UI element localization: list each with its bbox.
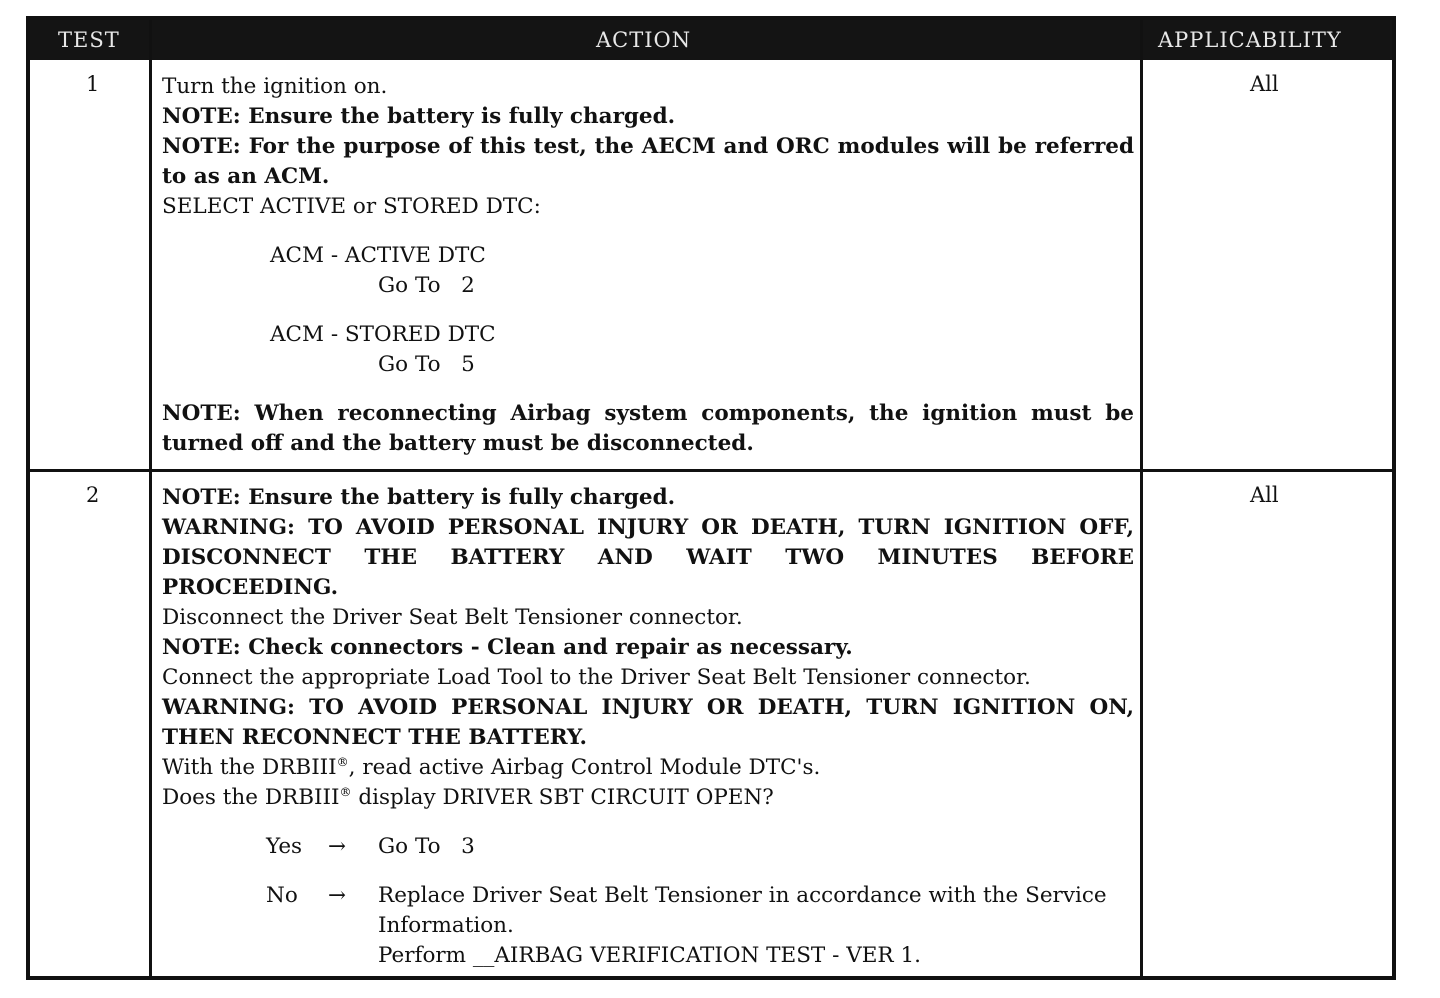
goto-text: Go To 2: [378, 273, 475, 298]
applicability-value: All: [1250, 483, 1279, 507]
registered-mark: ®: [339, 784, 352, 799]
action-cell: [162, 72, 1134, 459]
test-number: 2: [86, 483, 100, 507]
action-text: With the DRBIII®, read active Airbag Control Module DTC's.: [162, 754, 821, 780]
option-label: ACM - ACTIVE DTC: [270, 243, 486, 268]
note-text: NOTE: When reconnecting Airbag system components, the ignition must be turned off and the battery must be disconnected.: [162, 401, 1134, 456]
header-action: ACTION: [596, 28, 692, 52]
action-text: Disconnect the Driver Seat Belt Tensioner connector.: [162, 605, 743, 630]
arrow-icon: →: [328, 883, 347, 908]
registered-mark: ®: [336, 754, 349, 769]
diagnostic-table: [26, 16, 1396, 980]
action-text: Turn the ignition on.: [162, 74, 388, 99]
verification-instruction: Perform __AIRBAG VERIFICATION TEST - VER 1.: [378, 943, 921, 968]
option-label: ACM - STORED DTC: [270, 322, 496, 347]
note-text: NOTE: Ensure the battery is fully charged.: [162, 104, 676, 129]
action-cell: [162, 483, 1134, 971]
row-divider: [30, 469, 1392, 472]
note-text: NOTE: Ensure the battery is fully charged.: [162, 485, 676, 510]
applicability-value: All: [1250, 72, 1279, 96]
yes-branch: [162, 832, 1134, 862]
goto-text: Go To 3: [378, 834, 475, 859]
header-test: TEST: [58, 28, 120, 52]
no-branch: [162, 881, 1134, 971]
question-text: Does the DRBIII® display DRIVER SBT CIRCUIT OPEN?: [162, 784, 774, 810]
note-text: NOTE: Check connectors - Clean and repair as necessary.: [162, 635, 853, 660]
yes-label: Yes: [266, 834, 303, 859]
table-header: [30, 20, 1392, 60]
action-text: Connect the appropriate Load Tool to the Driver Seat Belt Tensioner connector.: [162, 665, 1031, 690]
warning-text: WARNING: TO AVOID PERSONAL INJURY OR DEATH, TURN IGNITION OFF, DISCONNECT THE BATTERY AND WAIT TWO MINUTES BEFORE PROCEEDING.: [162, 515, 1134, 600]
arrow-icon: →: [328, 834, 347, 859]
action-text: SELECT ACTIVE or STORED DTC:: [162, 194, 541, 219]
column-divider: [1140, 20, 1143, 976]
header-applicability: APPLICABILITY: [1158, 28, 1342, 52]
note-text: NOTE: For the purpose of this test, the AECM and ORC modules will be referred to as an ACM.: [162, 134, 1134, 189]
column-divider: [149, 20, 152, 976]
warning-text: WARNING: TO AVOID PERSONAL INJURY OR DEATH, TURN IGNITION ON, THEN RECONNECT THE BATTERY.: [162, 695, 1134, 750]
no-label: No: [266, 883, 298, 908]
goto-text: Go To 5: [378, 352, 475, 377]
replace-instruction: Replace Driver Seat Belt Tensioner in accordance with the Service Information.: [378, 883, 1107, 938]
test-number: 1: [86, 72, 100, 96]
